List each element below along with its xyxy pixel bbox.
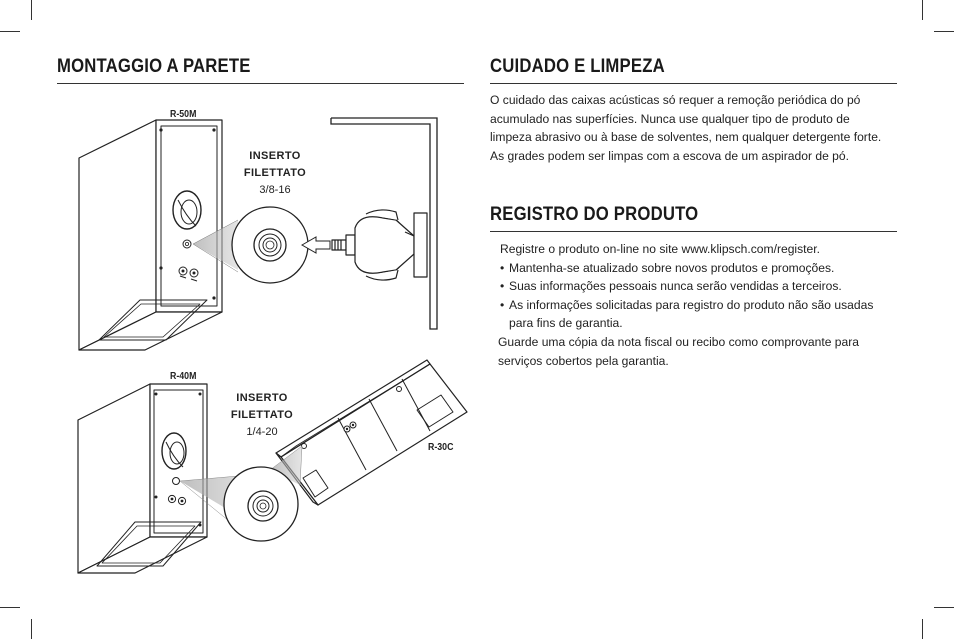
registration-intro: Registre o produto on-line no site www.klipsch.com/register. — [500, 242, 820, 256]
registration-bullet-1: • Mantenha-se atualizado sobre novos produtos e promoções. — [498, 259, 898, 278]
care-paragraph — [490, 91, 910, 165]
speaker-r40m — [78, 384, 207, 573]
wall-mount-heading: MONTAGGIO A PARETE — [57, 56, 251, 77]
model-label-r40m: R-40M — [170, 371, 197, 382]
care-line-2: acumulado nas superfícies. Nunca use qualquer tipo de produto de — [490, 111, 850, 126]
wall-bracket — [332, 210, 427, 280]
model-label-r30c: R-30C — [428, 442, 454, 453]
care-line-1: O cuidado das caixas acústicas só requer a remoção periódica do pó — [490, 93, 861, 107]
registration-heading: REGISTRO DO PRODUTO — [490, 204, 699, 225]
care-line-3: limpeza abrasivo ou à base de solventes, nem qualquer detergente forte. — [490, 130, 882, 145]
threaded-insert-zoom-bottom — [224, 467, 298, 541]
threaded-insert-zoom-top — [232, 207, 308, 283]
callout-top-size: 3/8-16 — [259, 184, 291, 196]
care-line-4: As grades podem ser limpas com a escova de um aspirador de pó. — [490, 148, 849, 163]
registration-footer: Guarde uma cópia da nota fiscal ou recibo como comprovante para serviços cobertos pela garantia. — [498, 334, 859, 368]
speaker-r50m — [79, 120, 222, 350]
care-rule — [490, 83, 897, 84]
registration-bullet-2: • Suas informações pessoais nunca serão vendidas a terceiros. — [498, 277, 898, 296]
callout-top-line1: INSERTO — [249, 150, 301, 162]
registration-rule — [490, 231, 897, 232]
callout-bottom-line1: INSERTO — [236, 392, 288, 404]
threaded-insert-callout-bottom — [217, 390, 307, 441]
callout-bottom-size: 1/4-20 — [246, 426, 278, 438]
threaded-insert-callout-top — [230, 148, 320, 199]
callout-top-line2: FILETTATO — [243, 167, 307, 179]
model-label-r50m: R-50M — [170, 109, 197, 120]
care-heading: CUIDADO E LIMPEZA — [490, 56, 665, 77]
registration-bullet-3: • As informações solicitadas para registro do produto não são usadas para fins de garantia. — [498, 296, 889, 333]
registration-list — [498, 240, 898, 370]
callout-bottom-line2: FILETTATO — [230, 409, 294, 421]
